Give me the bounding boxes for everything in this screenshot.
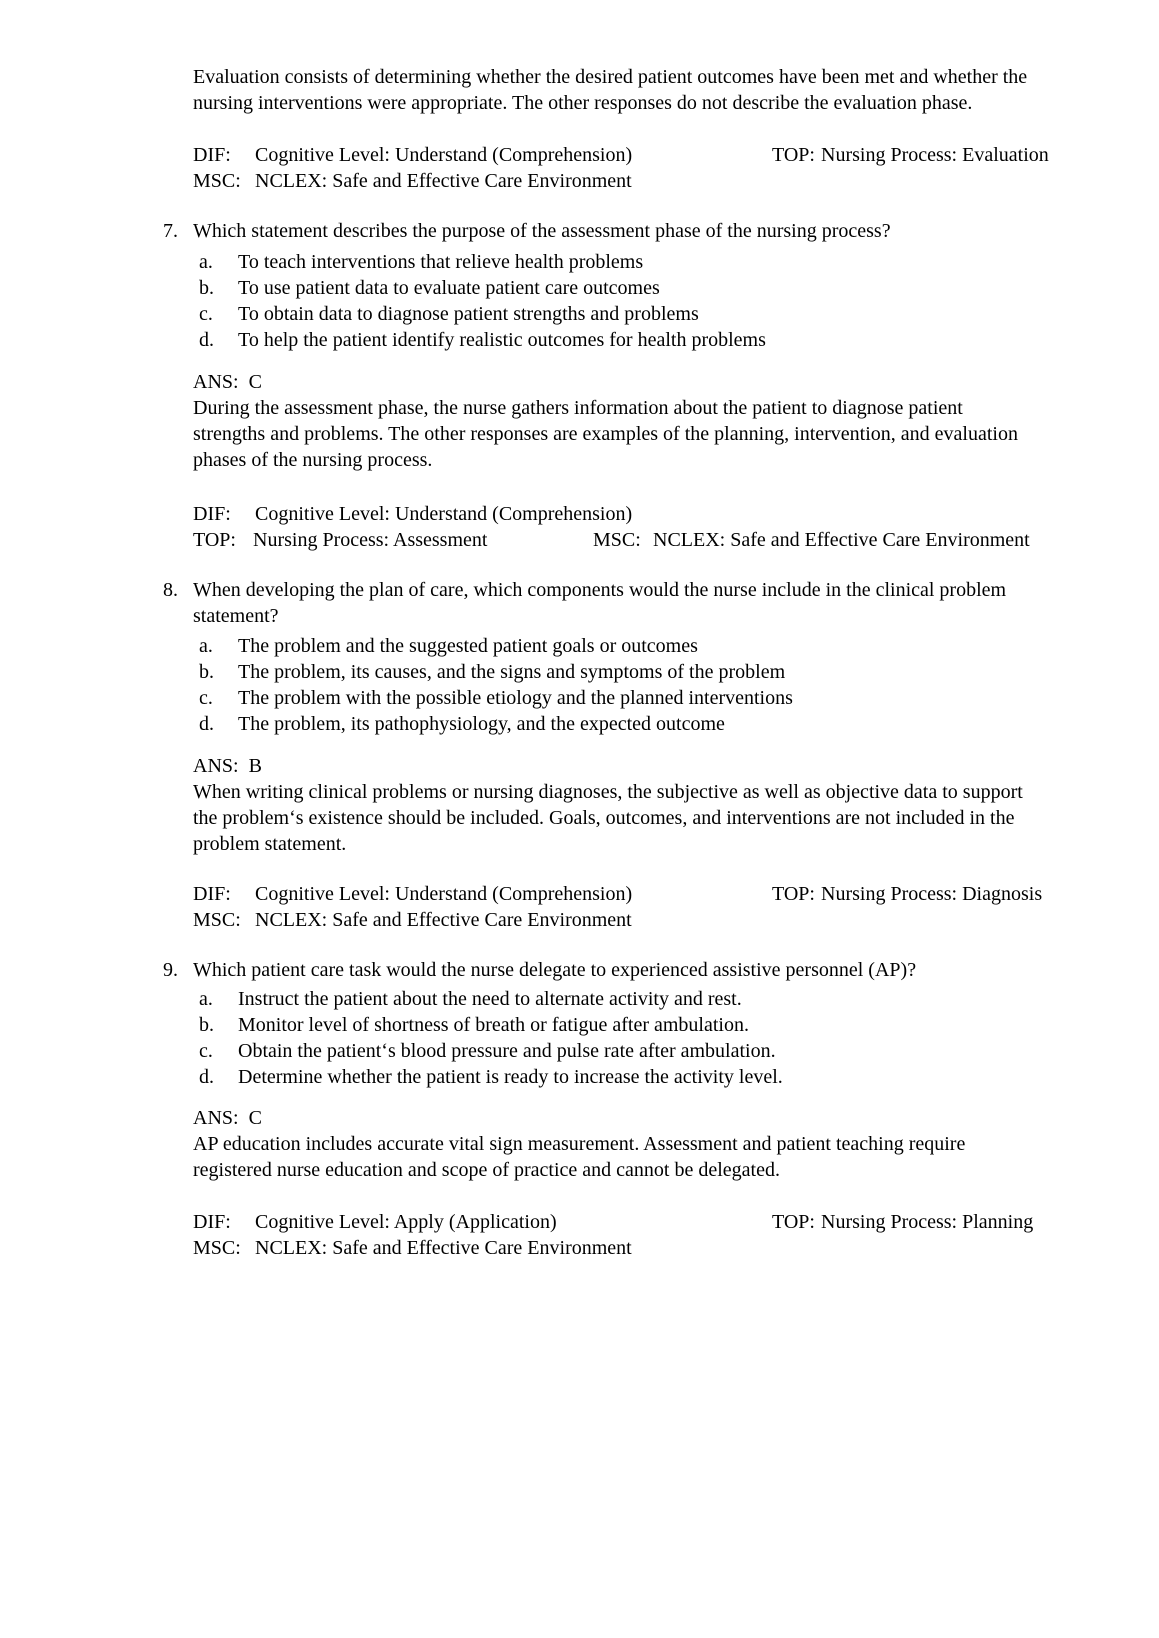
previous-answer-explanation: Evaluation consists of determining whether the desired patient outcomes have been met and whether the nursing interventions were appropriate. The other responses do not describe the evaluation phase.	[193, 66, 1028, 114]
dif-value: Cognitive Level: Understand (Comprehension)	[255, 883, 633, 905]
top-label: TOP:	[772, 883, 815, 905]
top-label: TOP:	[772, 1211, 815, 1233]
dif-label: DIF:	[193, 1211, 231, 1233]
meta-line-top-msc	[193, 527, 1159, 553]
question-stem: When developing the plan of care, which components would the nurse include in the clinical problem statement?	[193, 579, 1007, 627]
option-row-b	[163, 659, 1159, 685]
option-letter: d.	[199, 713, 214, 735]
question-number: 9.	[163, 959, 178, 981]
top-value: Nursing Process: Evaluation	[821, 144, 1049, 166]
option-row-b	[163, 275, 1159, 301]
option-row-a	[163, 986, 1159, 1012]
option-letter: d.	[199, 1066, 214, 1088]
option-text: To help the patient identify realistic outcomes for health problems	[238, 329, 766, 351]
option-letter: c.	[199, 1040, 213, 1062]
option-text: To obtain data to diagnose patient strengths and problems	[238, 303, 699, 325]
question-7-meta	[193, 501, 1159, 553]
question-9-meta	[193, 1209, 1159, 1261]
option-text: To teach interventions that relieve health problems	[238, 251, 644, 273]
option-letter: b.	[199, 277, 214, 299]
dif-label: DIF:	[193, 503, 231, 525]
question-7	[163, 218, 1159, 353]
option-text: Instruct the patient about the need to alternate activity and rest.	[238, 988, 742, 1010]
top-value: Nursing Process: Planning	[821, 1211, 1034, 1233]
option-text: The problem with the possible etiology and the planned interventions	[238, 687, 793, 709]
answer-block-7	[193, 369, 1159, 473]
question-8	[163, 577, 1159, 737]
dif-value: Cognitive Level: Understand (Comprehension)	[255, 503, 633, 525]
option-text: Obtain the patient‘s blood pressure and pulse rate after ambulation.	[238, 1040, 776, 1062]
msc-label: MSC:	[193, 909, 241, 931]
option-letter: d.	[199, 329, 214, 351]
option-text: Monitor level of shortness of breath or fatigue after ambulation.	[238, 1014, 749, 1036]
option-letter: c.	[199, 687, 213, 709]
answer-rationale: When writing clinical problems or nursing diagnoses, the subjective as well as objective data to support the problem‘s existence should be included. Goals, outcomes, and interventions are not included in the problem statement.	[193, 781, 1023, 855]
answer-block-9	[193, 1105, 1159, 1183]
dif-label: DIF:	[193, 883, 231, 905]
msc-value: NCLEX: Safe and Effective Care Environment	[653, 529, 1030, 551]
msc-value: NCLEX: Safe and Effective Care Environment	[255, 170, 632, 192]
meta-line-msc	[193, 1235, 1159, 1261]
answer-rationale: During the assessment phase, the nurse gathers information about the patient to diagnose patient strengths and problems. The other responses are examples of the planning, intervention, and evaluation phases of the nursing process.	[193, 397, 1018, 471]
option-row-c	[163, 685, 1159, 711]
answer-line	[193, 1105, 1159, 1131]
top-label: TOP:	[772, 144, 815, 166]
meta-line-msc	[193, 168, 1159, 194]
option-letter: a.	[199, 988, 213, 1010]
answer-line	[193, 369, 1159, 395]
option-letter: a.	[199, 635, 213, 657]
dif-value: Cognitive Level: Apply (Application)	[255, 1211, 557, 1233]
msc-label: MSC:	[193, 1237, 241, 1259]
meta-line-dif-top	[193, 142, 1159, 168]
answer-label: ANS:	[193, 1107, 239, 1129]
previous-answer-meta	[193, 142, 1159, 194]
option-row-a	[163, 633, 1159, 659]
question-8-meta	[193, 881, 1159, 933]
question-number: 7.	[163, 220, 178, 242]
option-text: The problem, its pathophysiology, and the expected outcome	[238, 713, 725, 735]
answer-line	[193, 753, 1159, 779]
answer-label: ANS:	[193, 755, 239, 777]
option-list	[163, 249, 1159, 353]
option-row-b	[163, 1012, 1159, 1038]
option-letter: b.	[199, 661, 214, 683]
option-list	[163, 633, 1159, 737]
option-text: The problem and the suggested patient goals or outcomes	[238, 635, 698, 657]
option-row-a	[163, 249, 1159, 275]
option-text: Determine whether the patient is ready to increase the activity level.	[238, 1066, 783, 1088]
msc-value: NCLEX: Safe and Effective Care Environment	[255, 1237, 632, 1259]
msc-label: MSC:	[193, 170, 241, 192]
meta-line-dif-top	[193, 881, 1159, 907]
question-stem: Which statement describes the purpose of the assessment phase of the nursing process?	[193, 220, 891, 242]
top-label: TOP:	[193, 529, 236, 551]
dif-label: DIF:	[193, 144, 231, 166]
question-number: 8.	[163, 579, 178, 601]
option-row-d	[163, 327, 1159, 353]
answer-value: B	[248, 755, 262, 777]
answer-value: C	[248, 1107, 262, 1129]
option-row-c	[163, 1038, 1159, 1064]
answer-block-8	[193, 753, 1159, 857]
msc-value: NCLEX: Safe and Effective Care Environment	[255, 909, 632, 931]
answer-value: C	[248, 371, 262, 393]
dif-value: Cognitive Level: Understand (Comprehension)	[255, 144, 633, 166]
meta-line-dif	[193, 501, 1159, 527]
answer-rationale: AP education includes accurate vital sign measurement. Assessment and patient teaching require registered nurse education and scope of practice and cannot be delegated.	[193, 1133, 966, 1181]
option-letter: a.	[199, 251, 213, 273]
msc-label: MSC:	[593, 529, 641, 551]
option-list	[163, 986, 1159, 1090]
question-9	[163, 957, 1159, 1090]
option-row-d	[163, 1064, 1159, 1090]
option-row-c	[163, 301, 1159, 327]
question-stem: Which patient care task would the nurse delegate to experienced assistive personnel (AP)?	[193, 959, 917, 981]
top-value: Nursing Process: Diagnosis	[821, 883, 1043, 905]
meta-line-dif-top	[193, 1209, 1159, 1235]
option-text: The problem, its causes, and the signs and symptoms of the problem	[238, 661, 786, 683]
option-row-d	[163, 711, 1159, 737]
option-letter: b.	[199, 1014, 214, 1036]
meta-line-msc	[193, 907, 1159, 933]
answer-label: ANS:	[193, 371, 239, 393]
option-text: To use patient data to evaluate patient care outcomes	[238, 277, 660, 299]
option-letter: c.	[199, 303, 213, 325]
top-value: Nursing Process: Assessment	[253, 529, 488, 551]
